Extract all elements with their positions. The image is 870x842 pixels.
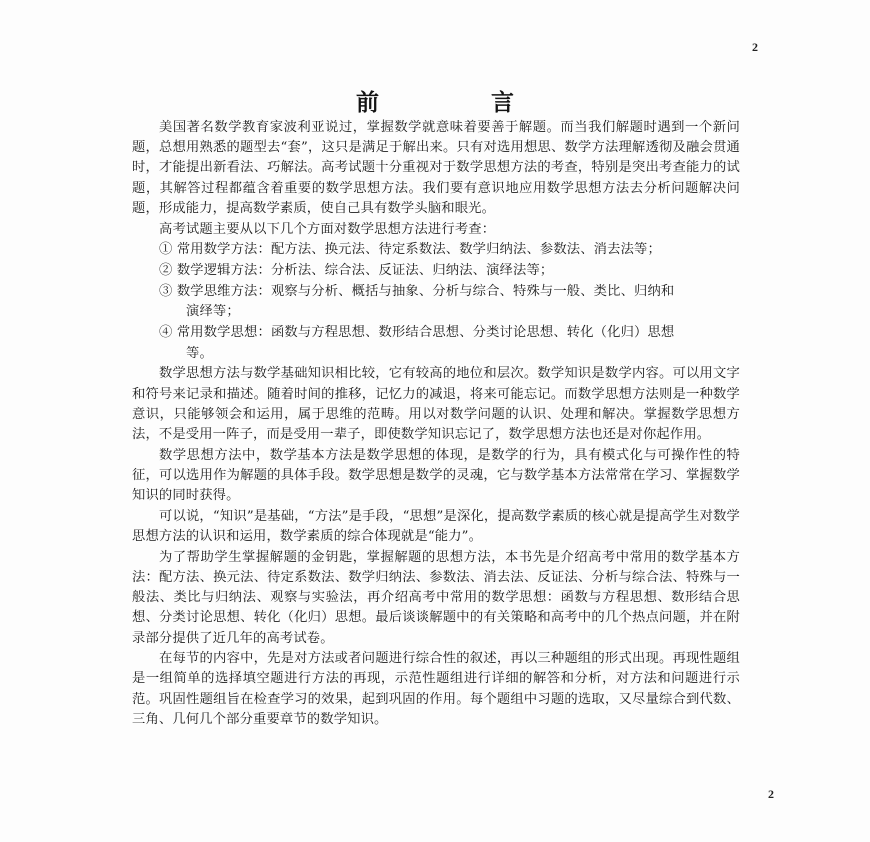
list-item: ② 数学逻辑方法：分析法、综合法、反证法、归纳法、演绎法等； <box>159 262 554 278</box>
list-item: ① 常用数学方法：配方法、换元法、待定系数法、数学归纳法、参数法、消去法等； <box>159 242 661 258</box>
paragraph: 美国著名数学教育家波利亚说过，掌握数学就意味着要善于解题。而当我们解题时遇到一个新问题，总想用熟悉的题型去“套”，这只是满足于解出来。只有对选用想思、数学方法理解透彻及融会贯通时，才能提出新看法、巧解法。高考试题十分重视对于数学思想方法的考查，特别是突出考查能力的试题，其解答过程都蕴含着重要的数学思想方法。我们要有意识地应用数学思想方法去分析问题解决问题，形成能力，提高数学素质，使自己具有数学头脑和眼光。 <box>132 120 740 216</box>
list-item-continuation: 等。 <box>186 345 213 361</box>
paragraph: 高考试题主要从以下几个方面对数学思想方法进行考查： <box>159 221 496 237</box>
list-item-continuation: 演绎等； <box>186 304 240 320</box>
list-item: ③ 数学思维方法：观察与分析、概括与抽象、分析与综合、特殊与一般、类比、归纳和 <box>159 283 675 299</box>
list-item: ④ 常用数学思想：函数与方程思想、数形结合思想、分类讨论思想、转化（化归）思想 <box>159 325 675 341</box>
page-number-top: 2 <box>752 40 758 54</box>
page-number-bottom: 2 <box>768 787 774 801</box>
paragraph: 数学思想方法与数学基础知识相比较，它有较高的地位和层次。数学知识是数学内容。可以用文字和符号来记录和描述。随着时间的推移，记忆力的减退，将来可能忘记。而数学思想方法则是一种数学意识，只能够领会和运用，属于思维的范畴。用以对数学问题的认识、处理和解决。掌握数学思想方法，不是受用一阵子，而是受用一辈子，即使数学知识忘记了，数学思想方法也还是对你起作用。 <box>132 366 740 443</box>
paragraph: 为了帮助学生掌握解题的金钥匙，掌握解题的思想方法，本书先是介绍高考中常用的数学基本方法：配方法、换元法、待定系数法、数学归纳法、参数法、消去法、反证法、分析与综合法、特殊与一般法、类比与归纳法、观察与实验法，再介绍高考中常用的数学思想：函数与方程思想、数形结合思想、分类讨论思想、转化（化归）思想。最后谈谈解题中的有关策略和高考中的几个热点问题，并在附录部分提供了近几年的高考试卷。 <box>132 549 740 646</box>
paragraph: 数学思想方法中，数学基本方法是数学思想的体现，是数学的行为，具有模式化与可操作性的特征，可以选用作为解题的具体手段。数学思想是数学的灵魂，它与数学基本方法常常在学习、掌握数学知识的同时获得。 <box>132 447 740 504</box>
page-title: 前 言 <box>356 89 536 116</box>
paragraph: 可以说，“知识”是基础，“方法”是手段，“思想”是深化，提高数学素质的核心就是提高学生对数学思想方法的认识和运用，数学素质的综合体现就是“能力”。 <box>132 508 740 545</box>
document-body <box>132 118 740 731</box>
paragraph: 在每节的内容中，先是对方法或者问题进行综合性的叙述，再以三种题组的形式出现。再现性题组是一组简单的选择填空题进行方法的再现，示范性题组进行详细的解答和分析，对方法和问题进行示范。巩固性题组旨在检查学习的效果，起到巩固的作用。每个题组中习题的选取，又尽量综合到代数、三角、几何几个部分重要章节的数学知识。 <box>132 651 740 727</box>
